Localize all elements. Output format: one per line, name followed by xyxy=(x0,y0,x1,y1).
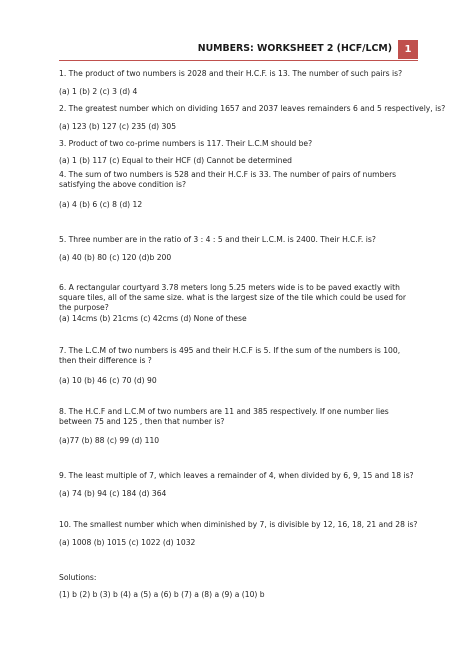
header-divider xyxy=(59,60,418,61)
question-9-text: 9. The least multiple of 7, which leaves a remainder of 4, when divided by 6, 9, 15 and 18 is? xyxy=(59,471,414,480)
question-2-text: 2. The greatest number which on dividing 1657 and 2037 leaves remainders 6 and 5 respectively, is? xyxy=(59,104,446,113)
question-1-text: 1. The product of two numbers is 2028 and their H.C.F. is 13. The number of such pairs is? xyxy=(59,69,403,78)
page-number-badge: 1 xyxy=(398,40,418,59)
question-6-text: 6. A rectangular courtyard 3.78 meters long 5.25 meters wide is to be paved exactly with square tiles, all of the same size. what is the largest size of the tile which could be used for the purpose? xyxy=(59,283,407,312)
solutions-heading: Solutions: xyxy=(59,573,97,582)
question-7-options: (a) 10 (b) 46 (c) 70 (d) 90 xyxy=(59,376,157,385)
solutions-answers: (1) b (2) b (3) b (4) a (5) a (6) b (7) a (8) a (9) a (10) b xyxy=(59,590,265,599)
question-8-options: (a)77 (b) 88 (c) 99 (d) 110 xyxy=(59,436,160,445)
question-6-options: (a) 14cms (b) 21cms (c) 42cms (d) None of these xyxy=(59,314,247,323)
question-3-text: 3. Product of two co-prime numbers is 117. Their L.C.M should be? xyxy=(59,139,313,148)
question-2-options: (a) 123 (b) 127 (c) 235 (d) 305 xyxy=(59,122,177,131)
question-7-text: 7. The L.C.M of two numbers is 495 and their H.C.F is 5. If the sum of the numbers is 100, then their difference is ? xyxy=(59,346,401,365)
question-1-options: (a) 1 (b) 2 (c) 3 (d) 4 xyxy=(59,87,138,96)
question-5-options: (a) 40 (b) 80 (c) 120 (d)b 200 xyxy=(59,253,172,262)
worksheet-title: NUMBERS: WORKSHEET 2 (HCF/LCM) xyxy=(197,43,392,54)
question-8-text: 8. The H.C.F and L.C.M of two numbers are 11 and 385 respectively. If one number lies between 75 and 125 , then that number is? xyxy=(59,407,389,426)
question-4-text: 4. The sum of two numbers is 528 and their H.C.F is 33. The number of pairs of numbers satisfying the above condition is? xyxy=(59,170,397,189)
question-9-options: (a) 74 (b) 94 (c) 184 (d) 364 xyxy=(59,489,167,498)
page-header xyxy=(59,40,418,60)
question-3-options: (a) 1 (b) 117 (c) Equal to their HCF (d) Cannot be determined xyxy=(59,156,292,165)
question-4-options: (a) 4 (b) 6 (c) 8 (d) 12 xyxy=(59,200,143,209)
question-10-text: 10. The smallest number which when diminished by 7, is divisible by 12, 16, 18, 21 and 28 is? xyxy=(59,520,418,529)
question-5-text: 5. Three number are in the ratio of 3 : 4 : 5 and their L.C.M. is 2400. Their H.C.F. is? xyxy=(59,235,376,244)
question-10-options: (a) 1008 (b) 1015 (c) 1022 (d) 1032 xyxy=(59,538,196,547)
